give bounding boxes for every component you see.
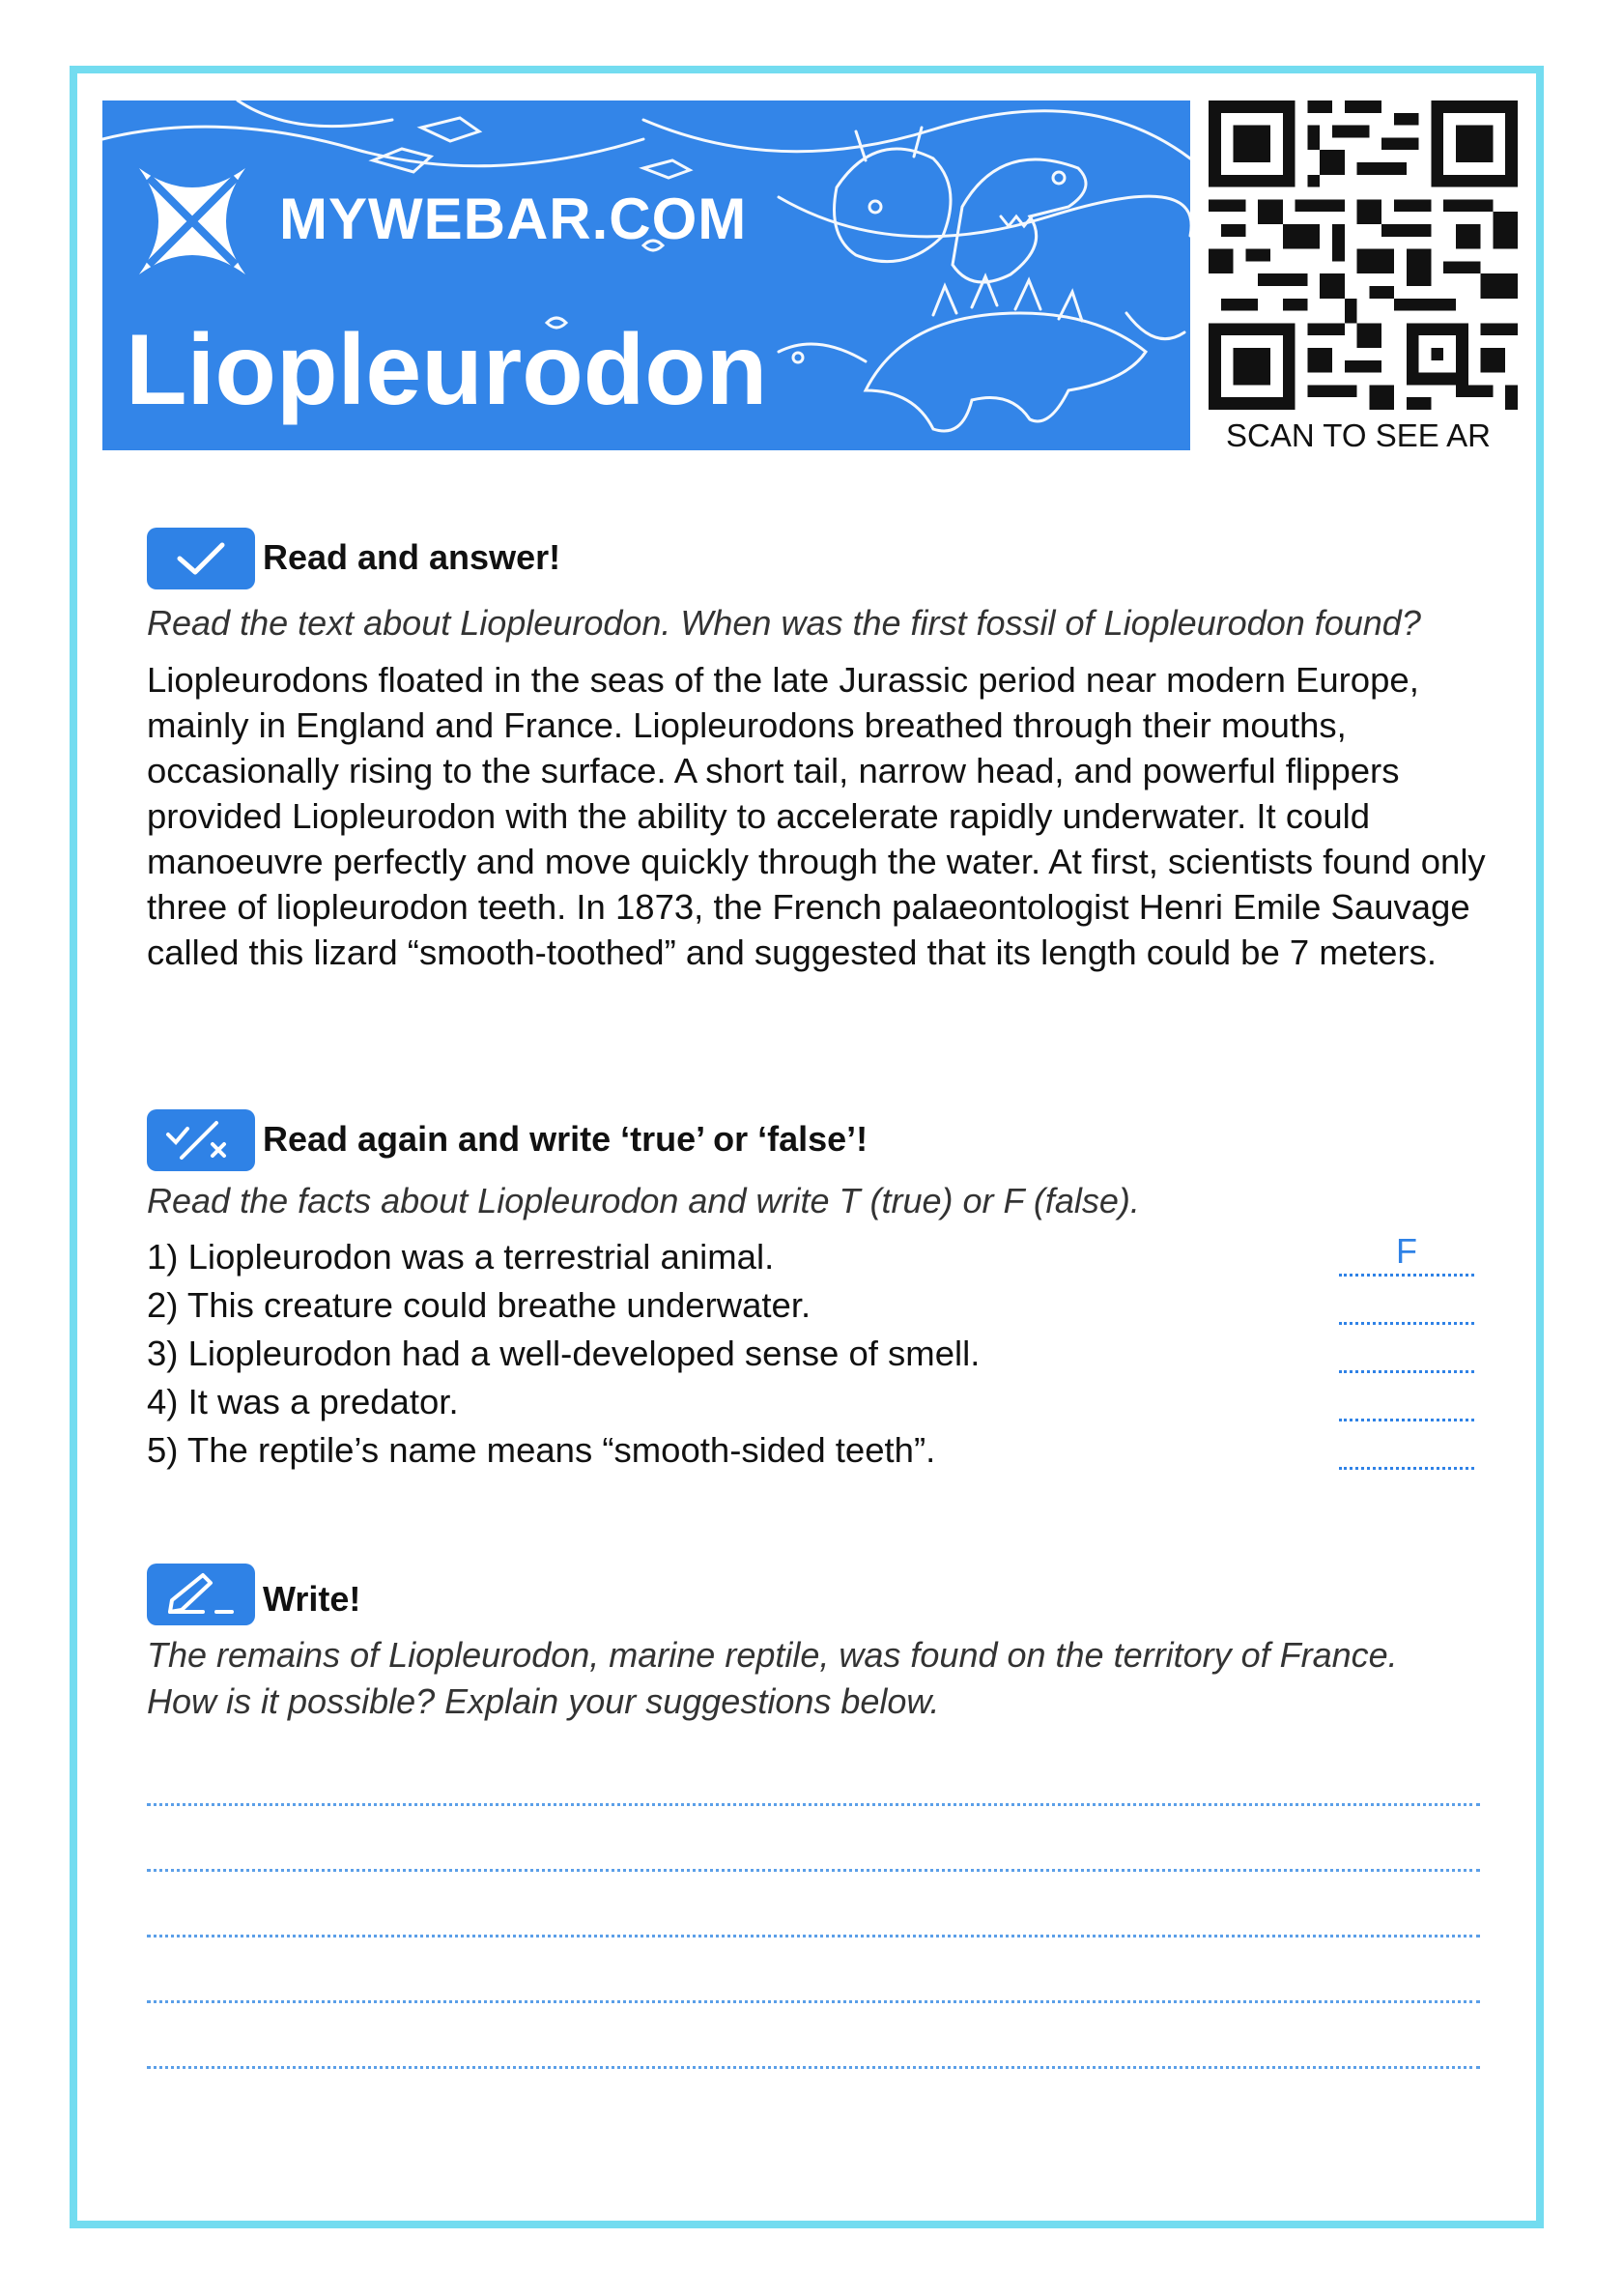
header-banner <box>102 100 1190 450</box>
statement-5: 5) The reptile’s name means “smooth-sided teeth”. <box>147 1430 936 1470</box>
answer-field-5[interactable] <box>1339 1422 1474 1470</box>
section1-instruction: Read the text about Liopleurodon. When was the first fossil of Liopleurodon found? <box>147 603 1421 643</box>
check-cross-icon <box>147 1109 255 1171</box>
qr-caption: SCAN TO SEE AR <box>1226 417 1491 453</box>
checkmark-icon <box>147 528 255 589</box>
answer-field-2[interactable] <box>1339 1277 1474 1325</box>
writing-line-3[interactable] <box>147 1935 1480 1937</box>
answer-field-1[interactable]: F <box>1339 1229 1474 1277</box>
section2-instruction: Read the facts about Liopleurodon and write T (true) or F (false). <box>147 1181 1140 1220</box>
section1-heading: Read and answer! <box>263 537 561 577</box>
qr-code[interactable] <box>1206 100 1521 410</box>
section1-text: Liopleurodons floated in the seas of the late Jurassic period near modern Europe, mainly in England and France. Liopleurodons breathed through their mouths, occasionally rising to the surface. A short tail, narrow head, and powerful flippers provided Liopleurodon with the ability to accelerate rapidly underwater. It could manoeuvre perfectly and move quickly through the water. At first, scientists found only three of liopleurodon teeth. In 1873, the French palaeontologist Henri Emile Sauvage called this lizard “smooth-toothed” and suggested that its length could be 7 meters. <box>147 660 1486 972</box>
answer-field-4[interactable] <box>1339 1374 1474 1421</box>
write-badge <box>147 1564 255 1625</box>
logo-icon <box>129 158 255 284</box>
brand-name: MYWEBAR.COM <box>279 187 748 251</box>
true-false-badge <box>147 1109 255 1171</box>
answer-field-3[interactable] <box>1339 1326 1474 1373</box>
section2-heading: Read again and write ‘true’ or ‘false’! <box>263 1119 868 1159</box>
statement-2: 2) This creature could breathe underwater. <box>147 1285 812 1325</box>
statement-4: 4) It was a predator. <box>147 1382 459 1421</box>
section3-heading: Write! <box>263 1579 361 1619</box>
checkmark-badge <box>147 528 255 589</box>
writing-line-1[interactable] <box>147 1803 1480 1806</box>
section3-instruction-line2: How is it possible? Explain your suggestions below. <box>147 1681 940 1721</box>
pencil-icon <box>147 1564 255 1625</box>
statement-1: 1) Liopleurodon was a terrestrial animal. <box>147 1237 775 1277</box>
writing-line-4[interactable] <box>147 2000 1480 2003</box>
writing-line-2[interactable] <box>147 1869 1480 1872</box>
statement-3: 3) Liopleurodon had a well-developed sense of smell. <box>147 1334 981 1373</box>
page-title: Liopleurodon <box>126 314 768 426</box>
section3-instruction-line1: The remains of Liopleurodon, marine reptile, was found on the territory of France. <box>147 1635 1398 1675</box>
writing-line-5[interactable] <box>147 2066 1480 2069</box>
